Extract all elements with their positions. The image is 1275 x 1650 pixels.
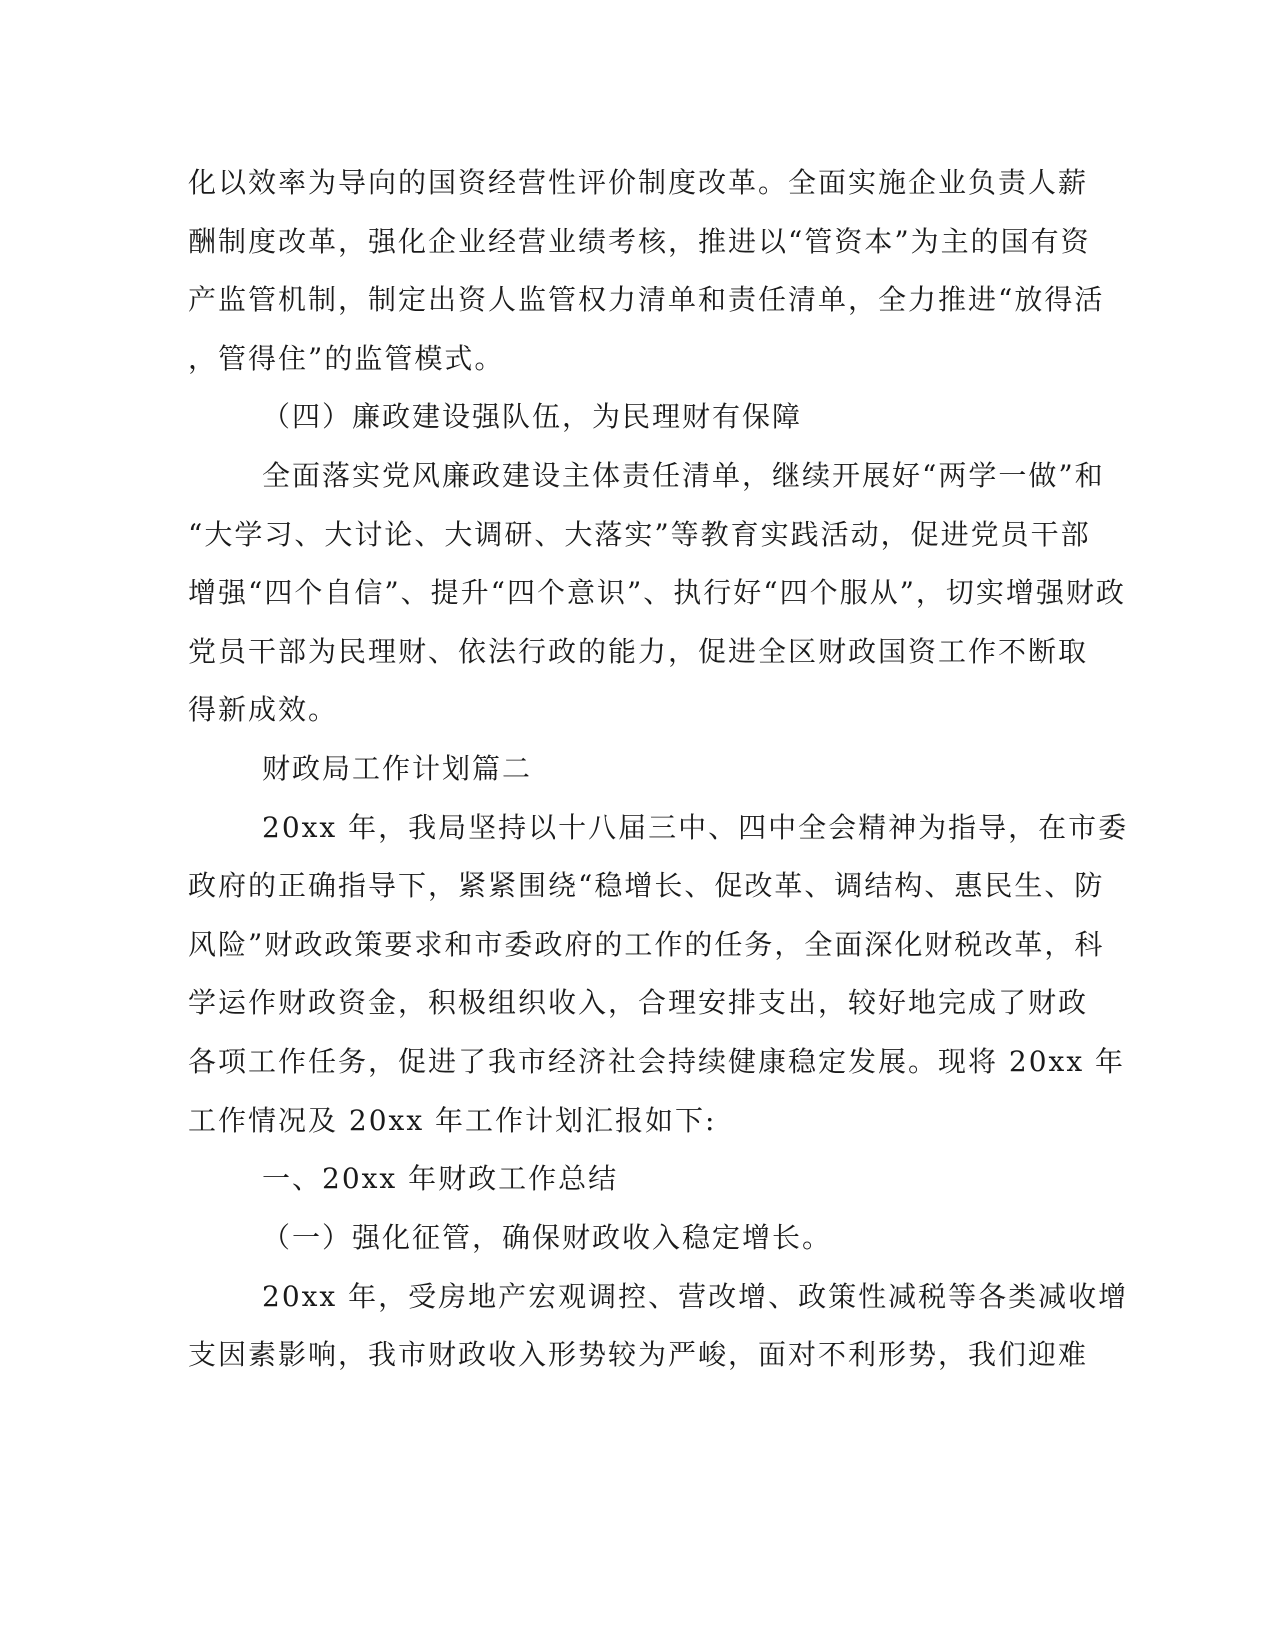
text-line: 得新成效。 <box>188 693 339 726</box>
text-line: ，管得住”的监管模式。 <box>188 342 505 375</box>
section-heading: （一）强化征管，确保财政收入稳定增长。 <box>262 1221 833 1254</box>
text-line: 化以效率为导向的国资经营性评价制度改革。全面实施企业负责人薪 <box>188 166 1089 199</box>
text-line: 产监管机制，制定出资人监管权力清单和责任清单，全力推进“放得活 <box>188 283 1105 316</box>
text-line: 学运作财政资金，积极组织收入，合理安排支出，较好地完成了财政 <box>188 986 1089 1019</box>
text-line: 各项工作任务，促进了我市经济社会持续健康稳定发展。现将 20xx 年 <box>188 1045 1126 1078</box>
text-line: 20xx 年，受房地产宏观调控、营改增、政策性减税等各类减收增 <box>262 1280 1129 1313</box>
text-line: 工作情况及 20xx 年工作计划汇报如下: <box>188 1104 717 1137</box>
text-line: 全面落实党风廉政建设主体责任清单，继续开展好“两学一做”和 <box>262 459 1105 492</box>
text-line: 增强“四个自信”、提升“四个意识”、执行好“四个服从”，切实增强财政 <box>188 576 1126 609</box>
text-line: 政府的正确指导下，紧紧围绕“稳增长、促改革、调结构、惠民生、防 <box>188 869 1105 902</box>
text-line: 支因素影响，我市财政收入形势较为严峻，面对不利形势，我们迎难 <box>188 1338 1089 1371</box>
text-line: “大学习、大讨论、大调研、大落实”等教育实践活动，促进党员干部 <box>188 518 1091 551</box>
text-line: 风险”财政政策要求和市委政府的工作的任务，全面深化财税改革，科 <box>188 928 1105 961</box>
text-line: 酬制度改革，强化企业经营业绩考核，推进以“管资本”为主的国有资 <box>188 225 1091 258</box>
text-line: 20xx 年，我局坚持以十八届三中、四中全会精神为指导，在市委 <box>262 811 1129 844</box>
section-title: 财政局工作计划篇二 <box>262 752 533 785</box>
text-line: 党员干部为民理财、依法行政的能力，促进全区财政国资工作不断取 <box>188 635 1089 668</box>
section-heading: （四）廉政建设强队伍，为民理财有保障 <box>262 400 803 433</box>
section-heading: 一、20xx 年财政工作总结 <box>262 1162 619 1195</box>
